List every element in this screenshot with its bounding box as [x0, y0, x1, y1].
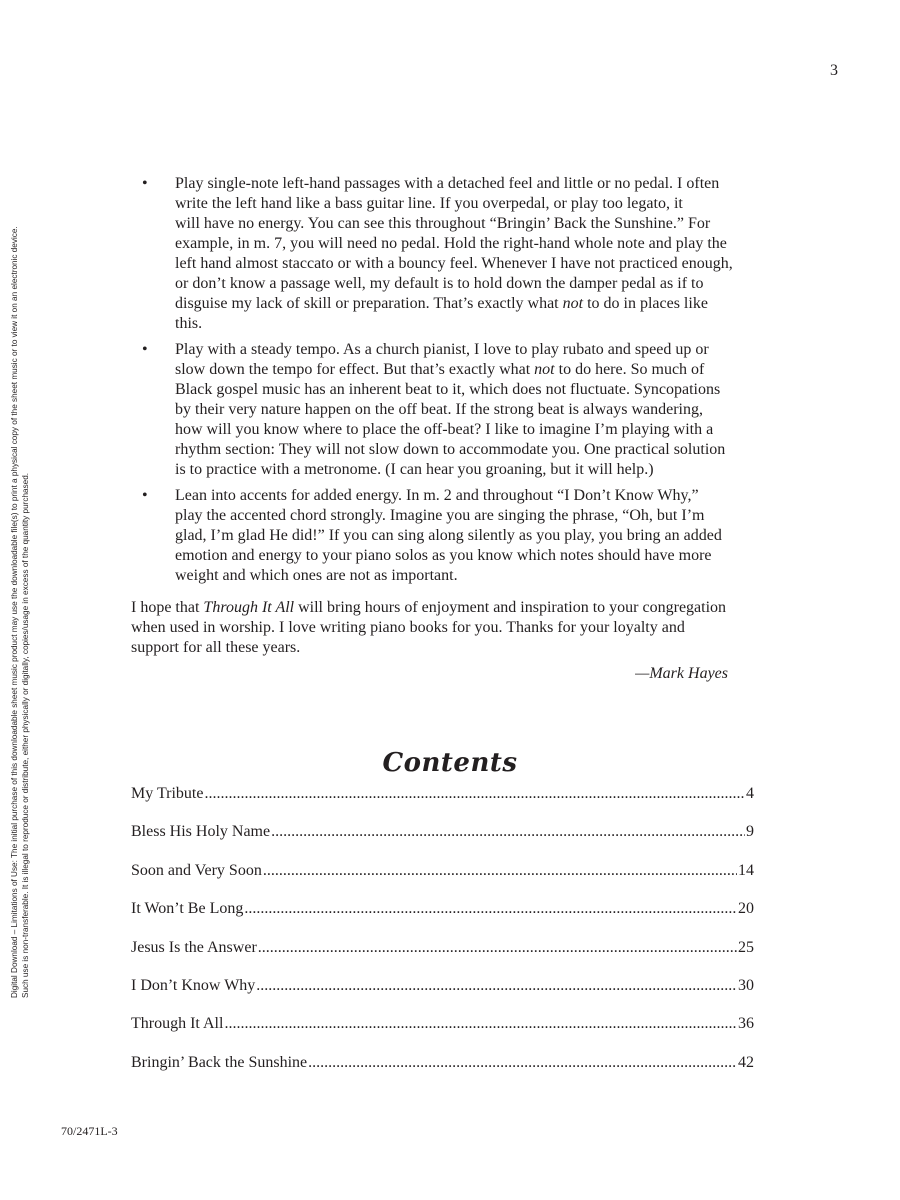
text-line: emotion and energy to your piano solos as you know which notes should have more — [175, 547, 712, 564]
toc-title: Bless His Holy Name — [131, 823, 271, 841]
tip-detached-left-hand — [131, 174, 761, 334]
toc-title: My Tribute — [131, 785, 204, 802]
text-line: Lean into accents for added energy. In m. 2 and throughout “I Don’t Know Why,” — [175, 487, 699, 504]
toc-title: Jesus Is the Answer — [131, 938, 257, 956]
contents-heading: Contents — [382, 748, 518, 778]
text-line: glad, I’m glad He did!” If you can sing along silently as you play, you bring an added — [175, 527, 722, 544]
text-line: weight and which ones are not as important. — [175, 567, 458, 584]
toc-page: 4 — [746, 785, 754, 802]
toc-entry[interactable] — [131, 1054, 754, 1092]
dot-leader — [258, 939, 737, 957]
text-line: how will you know where to place the off-beat? I like to imagine I’m playing with a — [175, 421, 714, 438]
toc-page: 42 — [738, 1053, 754, 1071]
toc-page: 30 — [738, 976, 754, 994]
text-line: support for all these years. — [131, 639, 301, 656]
toc-entry[interactable] — [131, 939, 754, 977]
text-line: write the left hand like a bass guitar line. If you overpedal, or play too legato, it — [175, 195, 683, 212]
performance-notes — [131, 174, 761, 684]
text-line: example, in m. 7, you will need no pedal. Hold the right-hand whole note and play the — [175, 235, 727, 252]
text-line: this. — [175, 315, 203, 332]
toc-page: 36 — [738, 1015, 754, 1033]
text-line: Play single-note left-hand passages with a detached feel and little or no pedal. I often — [175, 175, 720, 192]
text-line: by their very nature happen on the off beat. If the strong beat is always wandering, — [175, 401, 703, 418]
text-line: will have no energy. You can see this throughout “Bringin’ Back the Sunshine.” For — [175, 215, 711, 232]
toc-page: 25 — [738, 938, 754, 956]
toc-title: Bringin’ Back the Sunshine — [131, 1053, 308, 1071]
toc-entry[interactable] — [131, 977, 754, 1015]
toc-entry[interactable] — [131, 785, 754, 823]
emphasis: not — [534, 361, 555, 378]
toc-page: 20 — [738, 900, 754, 918]
toc-title: It Won’t Be Long — [131, 900, 244, 918]
toc-title: I Don’t Know Why — [131, 976, 256, 994]
catalog-code: 70/2471L-3 — [61, 1124, 118, 1138]
toc-title: Soon and Very Soon — [131, 861, 262, 879]
dot-leader — [263, 862, 737, 880]
text-line: I hope that — [131, 599, 204, 616]
dot-leader — [271, 823, 745, 841]
tip-accents — [131, 486, 761, 586]
tip-steady-tempo — [131, 340, 761, 480]
bullet-marker: • — [142, 341, 148, 358]
toc-page: 14 — [738, 861, 754, 879]
tips-list — [131, 174, 761, 586]
text-line: play the accented chord strongly. Imagine you are singing the phrase, “Oh, but I’m — [175, 507, 705, 524]
text-line: is to practice with a metronome. (I can hear you groaning, but it will help.) — [175, 461, 654, 478]
text-line: rhythm section: They will not slow down to accommodate you. One practical solution — [175, 441, 726, 458]
dot-leader — [204, 785, 745, 803]
usage-notice — [10, 198, 31, 998]
dot-leader — [256, 977, 737, 995]
text-line: when used in worship. I love writing piano books for you. Thanks for your loyalty and — [131, 619, 685, 636]
usage-notice-line-2: Such use is non-transferable. It is illegal to reproduce or distribute, either physically or digitally, copies/usage in excess of the quantity purchased. — [20, 472, 30, 998]
text-line: left hand almost staccato or with a bouncy feel. Whenever I have not practiced enough, — [175, 255, 733, 272]
toc-title: Through It All — [131, 1015, 224, 1033]
toc-entry[interactable] — [131, 1015, 754, 1053]
text-line: will bring hours of enjoyment and inspiration to your congregation — [294, 599, 727, 616]
toc-entry[interactable] — [131, 823, 754, 861]
dot-leader — [224, 1015, 737, 1033]
text-line: slow down the tempo for effect. But that’s exactly what — [175, 361, 535, 378]
text-line: Black gospel music has an inherent beat to it, which does not fluctuate. Syncopations — [175, 381, 721, 398]
toc-page: 9 — [746, 823, 754, 841]
toc-entry[interactable] — [131, 862, 754, 900]
text-line: to do in places like — [583, 295, 708, 312]
book-title: Through It All — [203, 599, 295, 616]
bullet-marker: • — [142, 175, 148, 192]
text-line: Play with a steady tempo. As a church pianist, I love to play rubato and speed up or — [175, 341, 709, 358]
text-line: or don’t know a passage well, my default is to hold down the damper pedal as if to — [175, 275, 704, 292]
text-line: to do here. So much of — [554, 361, 705, 378]
dot-leader — [308, 1054, 737, 1072]
closing-paragraph — [131, 598, 761, 658]
table-of-contents — [131, 785, 754, 1092]
text-line: disguise my lack of skill or preparation. That’s exactly what — [175, 295, 563, 312]
author-signature: —Mark Hayes — [635, 665, 728, 682]
emphasis: not — [562, 295, 584, 312]
dot-leader — [244, 900, 737, 918]
bullet-marker: • — [142, 487, 148, 504]
usage-notice-line-1: Digital Download – Limitations of Use: The initial purchase of this downloadable sheet music product may use the downloadable file(s) to print a physical copy of the sheet music or to view it on an electronic device. — [10, 226, 19, 998]
page-number: 3 — [830, 62, 838, 79]
toc-entry[interactable] — [131, 900, 754, 938]
